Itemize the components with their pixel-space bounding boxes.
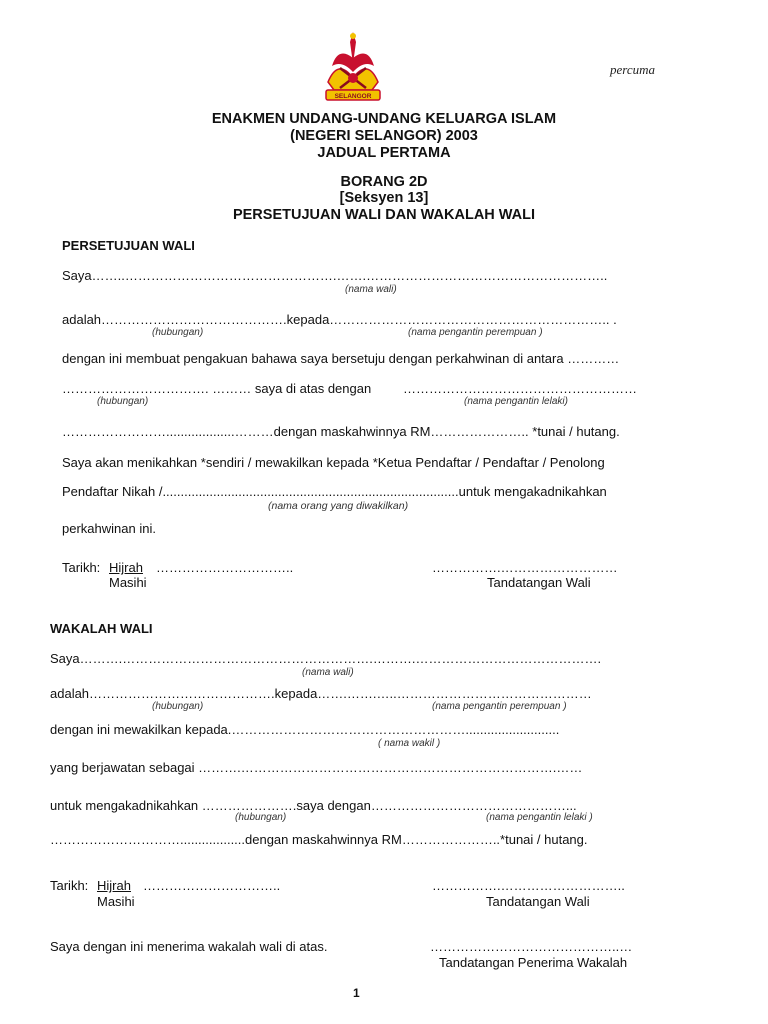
proxy-date-field[interactable]: ………………………….. — [143, 878, 281, 893]
proxy-signature-label: Tandatangan Wali — [486, 894, 590, 909]
consent-signature-label: Tandatangan Wali — [487, 575, 591, 590]
enactment-state: (NEGERI SELANGOR) 2003 — [290, 128, 478, 144]
consent-line-groom[interactable]: ……………………………………………… — [403, 381, 637, 396]
consent-signature-field[interactable]: …………….……………………… — [432, 560, 618, 575]
free-note: percuma — [610, 62, 656, 77]
proxy-line-name[interactable]: Saya……….………………………………………………….……….……………………………………. — [50, 651, 602, 666]
svg-text:SELANGOR: SELANGOR — [334, 93, 372, 100]
consent-date-masihi: Masihi — [109, 575, 147, 590]
consent-line-name[interactable]: Saya……..………………………………………….…….……………………………………………….. — [62, 268, 608, 283]
proxy-line-solemnize[interactable]: untuk mengakadnikahkan ………………….saya dengan………………………………………... — [50, 798, 577, 813]
caption-proxy-relation: (hubungan) — [152, 701, 204, 712]
caption-proxy-bride: (nama pengantin perempuan ) — [432, 701, 567, 712]
acceptance-statement: Saya dengan ini menerima wakalah wali di atas. — [50, 939, 328, 954]
proxy-line-position[interactable]: yang berjawatan sebagai ……….……………………………………………………………….…… — [50, 760, 583, 775]
consent-line-marriage: perkahwinan ini. — [62, 521, 156, 536]
proxy-line-relation[interactable]: adalah…………………………………….kepada…….…….…..……………………………………… — [50, 686, 592, 701]
caption-agent-name: ( nama wakil ) — [378, 738, 441, 749]
schedule-title: JADUAL PERTAMA — [317, 145, 451, 161]
proxy-date-label: Tarikh: — [50, 878, 89, 893]
caption-bride-name: (nama pengantin perempuan ) — [408, 327, 543, 338]
proxy-line-dowry[interactable]: …………………………..................dengan maskahwinnya RM…………………..*tunai / hutang. — [50, 832, 588, 847]
selangor-crest-logo — [318, 28, 388, 106]
caption-relation: (hubungan) — [152, 327, 204, 338]
enactment-title: ENAKMEN UNDANG-UNDANG KELUARGA ISLAM — [211, 111, 557, 127]
caption-guardian-name: (nama wali) — [345, 284, 397, 295]
consent-line-relation[interactable]: adalah…………………………………….kepada……………………………………………………….. . — [62, 312, 617, 327]
acceptance-signature-label: Tandatangan Penerima Wakalah — [439, 955, 628, 970]
consent-heading: PERSETUJUAN WALI — [62, 238, 195, 253]
section-ref: [Seksyen 13] — [339, 190, 429, 206]
caption-proxy-relation2: (hubungan) — [235, 812, 287, 823]
consent-line-declaration: dengan ini membuat pengakuan bahawa saya bersetuju dengan perkahwinan di antara ………… — [62, 351, 620, 366]
proxy-line-agent[interactable]: dengan ini mewakilkan kepada.……………………………………………….......................... — [50, 722, 560, 737]
consent-line-dowry[interactable]: ……………………...................………dengan maskahwinnya RM………………….. *tunai / hutang. — [62, 424, 620, 439]
proxy-date-hijrah: Hijrah — [97, 878, 131, 893]
caption-groom-name: (nama pengantin lelaki) — [464, 396, 568, 407]
proxy-date-masihi: Masihi — [97, 894, 135, 909]
caption-representative: (nama orang yang diwakilkan) — [268, 500, 409, 512]
consent-date-field[interactable]: ………………………….. — [156, 560, 294, 575]
proxy-signature-field[interactable]: …………….……………………….. — [432, 878, 625, 893]
proxy-heading: WAKALAH WALI — [50, 621, 153, 636]
acceptance-signature-field[interactable]: ……………………………………..… — [430, 939, 633, 954]
caption-proxy-groom: (nama pengantin lelaki ) — [486, 812, 593, 823]
consent-line-registrar[interactable]: Pendaftar Nikah /..................................................................................untuk mengakadnikahkan — [62, 484, 607, 499]
consent-line-solemnize: Saya akan menikahkan *sendiri / mewakilkan kepada *Ketua Pendaftar / Pendaftar / Penolong — [62, 455, 605, 470]
consent-line-relation2[interactable]: ……………………………. ……… saya di atas dengan — [62, 381, 372, 396]
caption-relation2: (hubungan) — [97, 396, 149, 407]
consent-date-hijrah: Hijrah — [109, 560, 143, 575]
form-subtitle: PERSETUJUAN WALI DAN WAKALAH WALI — [232, 207, 536, 223]
form-number: BORANG 2D — [340, 174, 428, 190]
consent-date-label: Tarikh: — [62, 560, 101, 575]
caption-proxy-guardian: (nama wali) — [302, 667, 354, 678]
page-number: 1 — [353, 986, 360, 1000]
